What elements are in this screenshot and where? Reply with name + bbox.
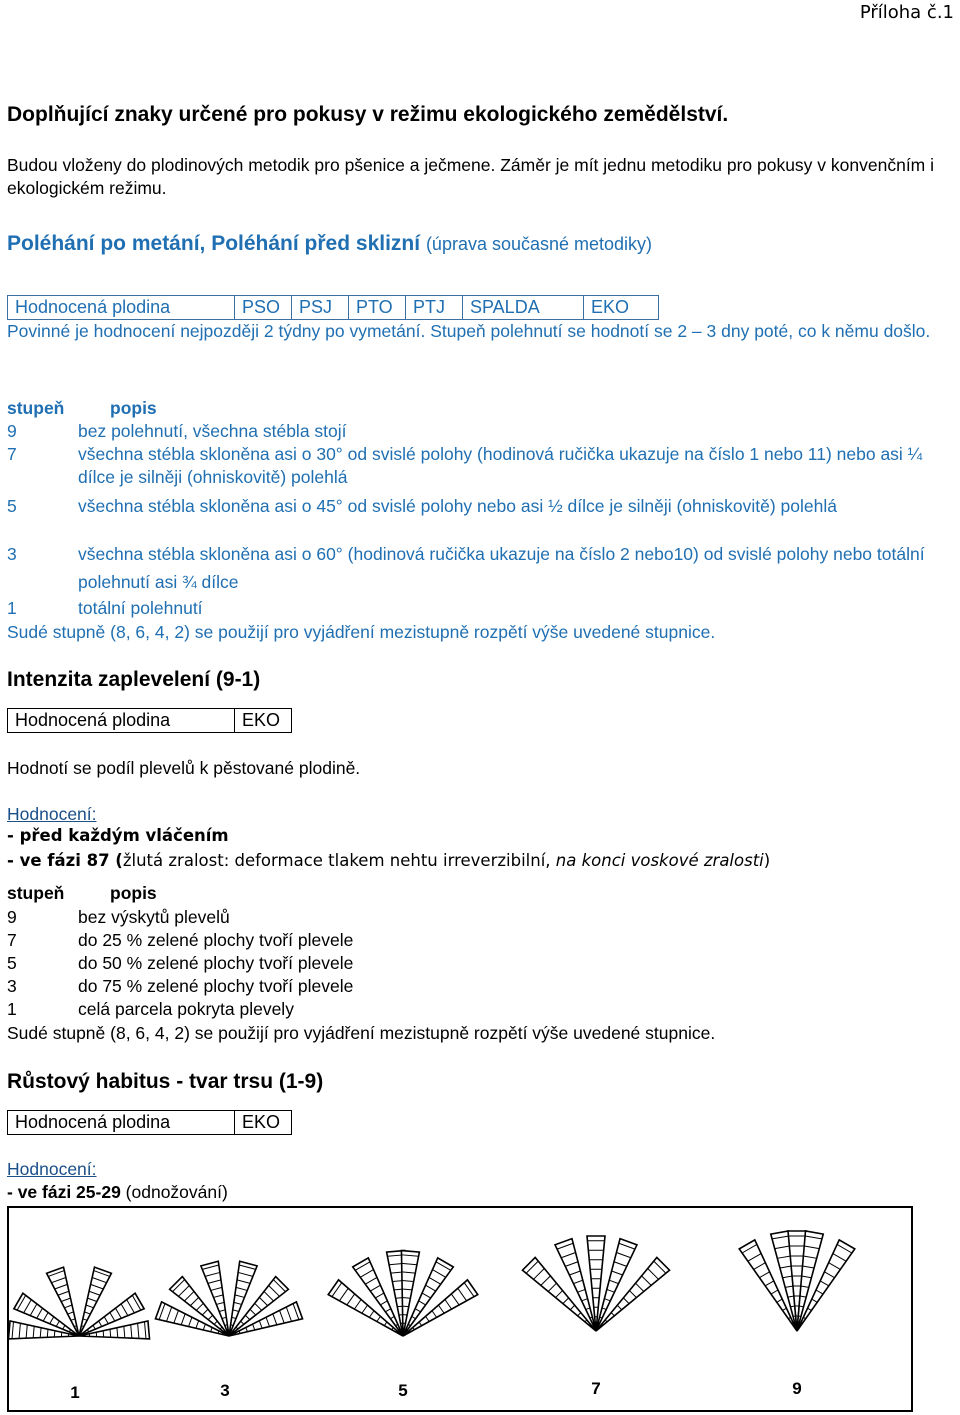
section2-col-headers: [7, 882, 957, 905]
section2-row: [7, 952, 957, 975]
section1-row: [7, 495, 957, 541]
section1-row: [7, 443, 957, 489]
crop-cell: EKO: [235, 1111, 292, 1135]
bullet2-main: žlutá zralost: deformace tlakem nehtu irreverzibilní,: [122, 851, 556, 870]
bullet2-italic: na konci voskové zralosti: [555, 851, 764, 870]
section1-row: [7, 544, 957, 594]
crop-cell: Hodnocená plodina: [8, 296, 235, 320]
habit-label-1: 1: [70, 1383, 80, 1402]
page-header-label: Příloha č.1: [859, 2, 954, 23]
section1-crop-table: [7, 295, 659, 320]
habit-label-9: 9: [792, 1379, 802, 1398]
section2-crop-table: [7, 708, 292, 733]
document-title: Doplňující znaky určené pro pokusy v režimu ekologického zemědělství.: [7, 103, 729, 126]
section3-bullet1: [7, 1181, 228, 1204]
growth-habit-figure: [7, 1206, 913, 1412]
tiller-hatch: [47, 1329, 48, 1337]
crop-cell: PSJ: [292, 296, 349, 320]
grade-value: 3: [7, 976, 17, 996]
section1-heading-note: (úprava současné metodiky): [425, 234, 653, 254]
grade-description: celá parcela pokryta plevely: [78, 999, 294, 1019]
section1-heading: [7, 232, 652, 256]
section2-row: [7, 929, 957, 952]
grade-value: 1: [7, 598, 17, 618]
section3-crop-table: [7, 1110, 292, 1135]
crop-cell: SPALDA: [463, 296, 584, 320]
grade-description: všechna stébla skloněna asi o 30° od svislé polohy (hodinová ručička ukazuje na číslo 1 nebo 11) nebo asi ¼ dílce je silněji (ohniskovitě) polehlá: [78, 444, 923, 487]
grade-value: 3: [7, 544, 17, 564]
grade-value: 5: [7, 496, 17, 516]
crop-cell: EKO: [235, 709, 292, 733]
habit-label-7: 7: [591, 1379, 601, 1398]
section1-footer: Sudé stupně (8, 6, 4, 2) se použijí pro vyjádření mezistupně rozpětí výše uvedené stupnice.: [7, 622, 716, 642]
bullet2-lead: - ve fázi 87 (: [7, 851, 123, 870]
grade-col-header: stupeň: [7, 398, 65, 418]
tiller-hatch: [103, 1331, 104, 1337]
section1-row: [7, 597, 957, 620]
section1-note: Povinné je hodnocení nejpozději 2 týdny po vymetání. Stupeň polehnutí se hodnotí se 2 – 3 dny poté, co k němu došlo.: [7, 321, 931, 341]
tiller-hatch: [54, 1331, 55, 1337]
grade-description: bez výskytů plevelů: [78, 907, 230, 927]
bullet2-close: ): [763, 851, 771, 870]
grade-value: 9: [7, 421, 17, 441]
grade-description: totální polehnutí: [78, 598, 203, 618]
grade-description: do 75 % zelené plochy tvoří plevele: [78, 976, 354, 996]
grade-value: 9: [7, 907, 17, 927]
grade-value: 5: [7, 953, 17, 973]
section2-row: [7, 975, 957, 998]
section1-row: [7, 420, 957, 443]
grade-col-header: stupeň: [7, 883, 65, 903]
habit-label-3: 3: [220, 1381, 230, 1400]
section2-footer: Sudé stupně (8, 6, 4, 2) se použijí pro vyjádření mezistupně rozpětí výše uvedené stupnice.: [7, 1023, 716, 1043]
tiller-hatch: [402, 1298, 410, 1299]
grade-value: 7: [7, 930, 17, 950]
section2-row: [7, 998, 957, 1021]
section2-heading: Intenzita zaplevelení (9-1): [7, 668, 261, 691]
crop-cell: Hodnocená plodina: [8, 709, 235, 733]
tiller-hatch: [225, 1325, 228, 1326]
crop-cell: EKO: [584, 296, 659, 320]
crop-cell: PTO: [349, 296, 406, 320]
tiller-hatch: [231, 1325, 234, 1326]
tiller-hatch: [402, 1306, 408, 1307]
grade-value: 7: [7, 444, 17, 464]
bullet1-note: (odnožování): [120, 1182, 228, 1202]
section2-eval-label: Hodnocení:: [7, 804, 97, 824]
section2-bullet1: - před každým vláčením: [7, 826, 229, 845]
grade-value: 1: [7, 999, 17, 1019]
section1-col-headers: [7, 397, 957, 420]
tiller-hatch: [110, 1329, 111, 1337]
bullet1-lead: - ve fázi 25-29: [7, 1182, 121, 1202]
grade-description: do 50 % zelené plochy tvoří plevele: [78, 953, 354, 973]
desc-col-header: popis: [110, 398, 157, 418]
section2-bullet2: [7, 851, 770, 870]
grade-description: bez polehnutí, všechna stébla stojí: [78, 421, 347, 441]
grade-description: do 25 % zelené plochy tvoří plevele: [78, 930, 354, 950]
section2-row: [7, 906, 957, 929]
habit-label-5: 5: [398, 1381, 408, 1400]
grade-description: všechna stébla skloněna asi o 45° od svislé polohy nebo asi ½ dílce je silněji (ohniskovitě) polehlá: [78, 496, 837, 516]
section3-eval-label: Hodnocení:: [7, 1159, 97, 1179]
section2-intro: Hodnotí se podíl plevelů k pěstované plodině.: [7, 758, 361, 778]
grade-description: všechna stébla skloněna asi o 60° (hodinová ručička ukazuje na číslo 2 nebo10) od svislé polohy nebo totální polehnutí asi ¾ dílce: [78, 544, 925, 592]
crop-cell: PSO: [235, 296, 292, 320]
intro-paragraph: Budou vloženy do plodinových metodik pro pšenice a ječmene. Záměr je mít jednu metodiku pro pokusy v konvenčním i ekologickém režimu.: [7, 155, 935, 198]
desc-col-header: popis: [110, 883, 157, 903]
section3-heading: Růstový habitus - tvar trsu (1-9): [7, 1070, 324, 1093]
section1-heading-bold: Poléhání po metání, Poléhání před sklizní: [7, 232, 421, 255]
crop-cell: Hodnocená plodina: [8, 1111, 235, 1135]
crop-cell: PTJ: [406, 296, 463, 320]
